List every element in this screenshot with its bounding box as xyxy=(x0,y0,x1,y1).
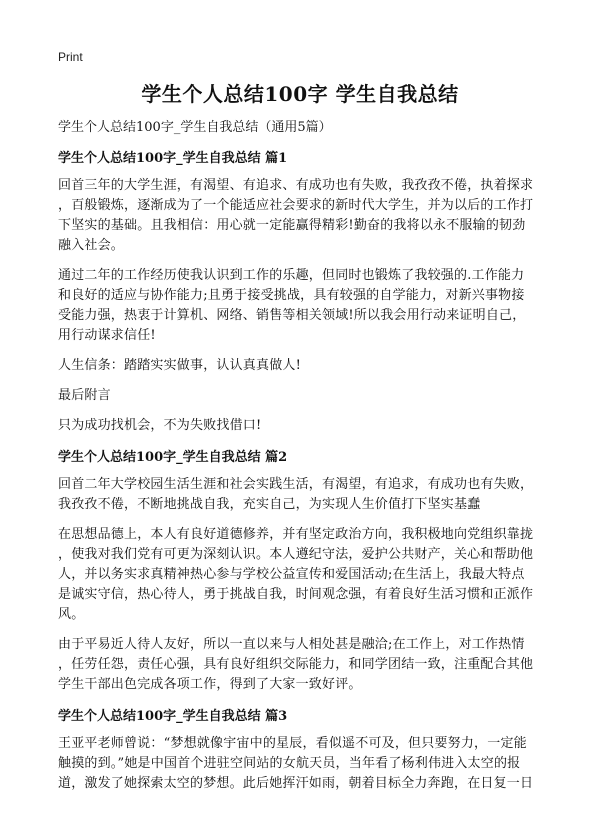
paragraph xyxy=(58,635,550,695)
paragraph-line: ，任劳任怨，责任心强，具有良好组织交际能力，和同学团结一致，注重配合其他 xyxy=(58,657,534,672)
paragraph-line: 是诚实守信，热心待人，勇于挑战自我，时间观念强，有着良好生活习惯和正派作 xyxy=(58,587,534,602)
paragraph-line: 人生信条：踏踏实实做事，认认真真做人! xyxy=(58,358,302,373)
paragraph-line: 下坚实的基础。且我相信：用心就一定能赢得精彩!勤奋的我将以永不服输的韧劲 xyxy=(58,218,526,233)
paragraph xyxy=(58,266,550,346)
paragraph-line: 通过二年的工作经历使我认识到工作的乐趣，但同时也锻炼了我较强的.工作能力 xyxy=(58,268,525,283)
paragraph-line: 人，并以务实求真精神热心参与学校公益宣传和爱国活动;在生活上，我最大特点 xyxy=(58,567,525,582)
paragraph-line: 只为成功找机会，不为失败找借口! xyxy=(58,418,262,433)
paragraph-line: ，使我对我们党有可更为深刻认识。本人遵纪守法，爱护公共财产，关心和帮助他 xyxy=(58,547,534,562)
document-title: 学生个人总结100字 学生自我总结 xyxy=(141,82,459,106)
section-heading: 学生个人总结100字_学生自我总结 篇3 xyxy=(58,709,288,724)
paragraph-line: 风。 xyxy=(58,607,85,622)
paragraph xyxy=(58,734,550,794)
paragraph-line: ，百般锻炼，逐渐成为了一个能适应社会要求的新时代大学生，并为以后的工作打 xyxy=(58,198,534,213)
paragraph-line: 受能力强，热衷于计算机、网络、销售等相关领域!所以我会用行动来证明自己， xyxy=(58,308,526,323)
paragraph xyxy=(58,356,550,376)
paragraph-line: 最后附言 xyxy=(58,388,111,403)
paragraph-line: 我孜孜不倦，不断地挑战自我，充实自己，为实现人生价值打下坚实基蠢 xyxy=(58,497,481,512)
document-body xyxy=(58,118,550,804)
paragraph-line: 用行动谋求信任! xyxy=(58,328,156,343)
paragraph-line: 融入社会。 xyxy=(58,238,125,253)
print-label: Print xyxy=(58,50,83,64)
paragraph-line: 触摸的到。”她是中国首个进驻空间站的女航天员，当年看了杨利伟进入太空的报 xyxy=(58,756,521,771)
paragraph-line: 学生干部出色完成各项工作，得到了大家一致好评。 xyxy=(58,677,362,692)
paragraph xyxy=(58,176,550,256)
paragraph xyxy=(58,416,550,436)
paragraph-line: 回首二年大学校园生活生涯和社会实践生活，有渴望，有追求，有成功也有失败， xyxy=(58,477,534,492)
paragraph-line: 和良好的适应与协作能力;且勇于接受挑战，具有较强的自学能力，对新兴事物接 xyxy=(58,288,525,303)
paragraph xyxy=(58,386,550,406)
paragraph-line: 王亚平老师曾说：“梦想就像宇宙中的星辰，看似遥不可及，但只要努力，一定能 xyxy=(58,736,527,751)
paragraph-line: 由于平易近人待人友好，所以一直以来与人相处甚是融洽;在工作上，对工作热情 xyxy=(58,637,525,652)
paragraph-line: 回首三年的大学生涯，有渴望、有追求、有成功也有失败，我孜孜不倦，执着探求 xyxy=(58,178,534,193)
paragraph-line: 在思想品德上，本人有良好道德修养，并有坚定政治方向，我积极地向党组织靠拢 xyxy=(58,527,534,542)
section-heading: 学生个人总结100字_学生自我总结 篇1 xyxy=(58,151,288,166)
document-subtitle: 学生个人总结100字_学生自我总结（通用5篇） xyxy=(58,120,332,135)
paragraph xyxy=(58,475,550,515)
sections-container xyxy=(58,149,550,794)
section-heading: 学生个人总结100字_学生自我总结 篇2 xyxy=(58,450,288,465)
paragraph xyxy=(58,525,550,625)
paragraph-line: 道，激发了她探索太空的梦想。此后她挥汗如雨，朝着目标全力奔跑，在日复一日 xyxy=(58,776,534,791)
